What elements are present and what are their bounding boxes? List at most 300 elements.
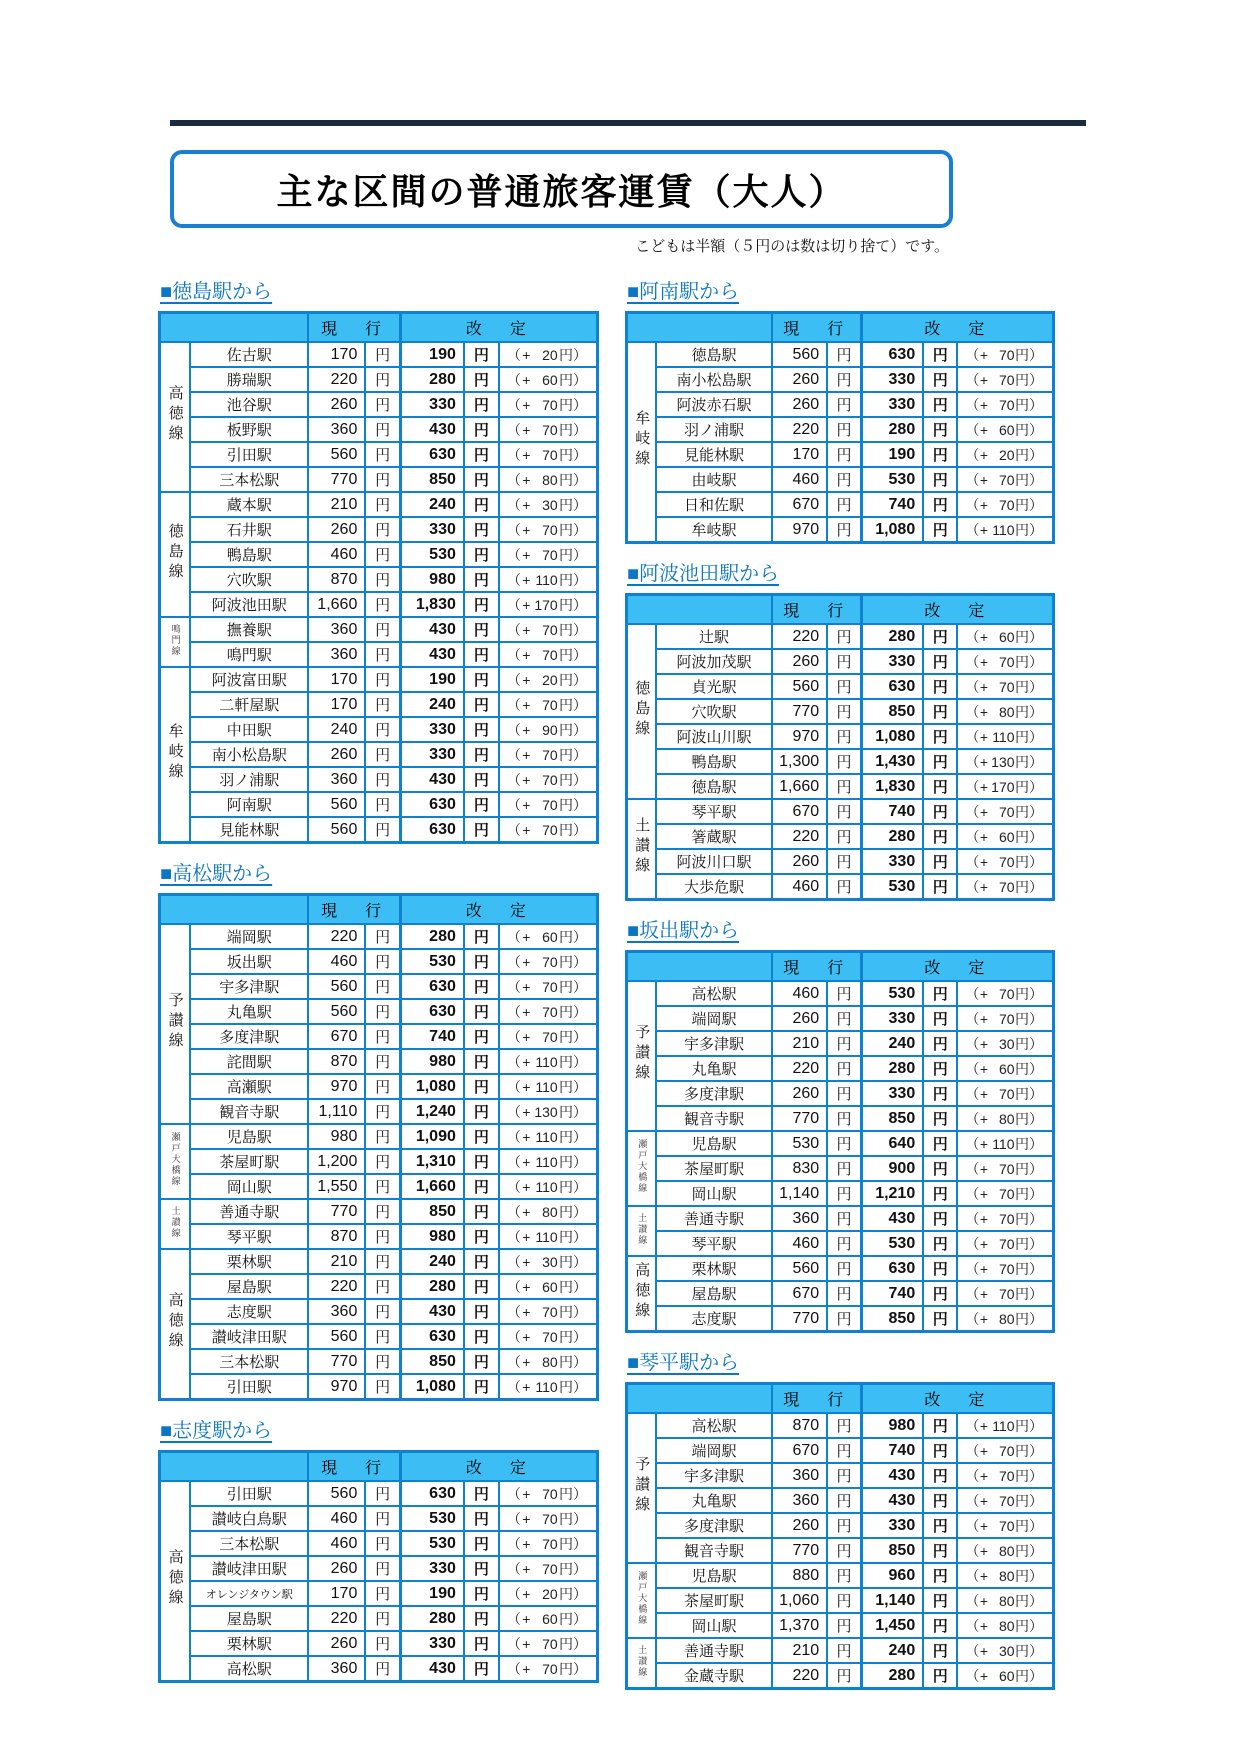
- station-cell: 辻駅: [656, 624, 771, 649]
- current-fare-unit: 円: [827, 417, 861, 442]
- fare-increase: [958, 1616, 1052, 1636]
- table-head: [160, 1452, 598, 1482]
- fare-row: [160, 1374, 598, 1400]
- increase-close-paren: 円）: [558, 1203, 587, 1220]
- fare-increase-cell: [957, 1306, 1053, 1332]
- revised-fare-value: 280: [861, 1663, 923, 1689]
- revised-fare-value: 240: [400, 692, 464, 717]
- increase-open-paren: （: [965, 778, 980, 795]
- current-fare-unit: 円: [827, 442, 861, 467]
- current-fare-value: 460: [308, 542, 365, 567]
- revised-fare-value: 430: [861, 1488, 923, 1513]
- increase-close-paren: 円）: [1014, 1310, 1043, 1327]
- fare-increase-cell: [957, 1663, 1053, 1689]
- increase-close-paren: 円）: [558, 1103, 587, 1120]
- fare-row: [627, 774, 1054, 799]
- increase-open-paren: （: [506, 421, 521, 438]
- increase-open-paren: （: [506, 471, 521, 488]
- increase-close-paren: 円）: [1014, 1467, 1043, 1484]
- header-row: [627, 313, 1054, 343]
- fare-row: [160, 342, 598, 367]
- fare-increase-cell: [499, 1299, 598, 1324]
- revised-fare-unit: 円: [923, 1106, 957, 1131]
- revised-fare-value: 530: [861, 874, 923, 900]
- increase-plus-sign: +: [522, 1178, 531, 1195]
- line-group: [160, 1124, 598, 1199]
- line-group: [160, 1481, 598, 1682]
- header-current: 現 行: [308, 313, 400, 343]
- increase-open-paren: （: [506, 1303, 521, 1320]
- revised-fare-unit: 円: [464, 567, 499, 592]
- station-cell: 池谷駅: [190, 392, 308, 417]
- current-fare-unit: 円: [365, 949, 400, 974]
- fare-row: [627, 1563, 1054, 1588]
- increase-close-paren: 円）: [558, 571, 587, 588]
- revised-fare-value: 430: [861, 1206, 923, 1231]
- increase-close-paren: 円）: [1014, 1542, 1043, 1559]
- revised-fare-value: 980: [400, 1049, 464, 1074]
- increase-value: 90: [542, 721, 558, 738]
- increase-plus-sign: +: [522, 1560, 531, 1577]
- increase-plus-sign: +: [979, 1010, 989, 1027]
- fare-row: [160, 999, 598, 1024]
- fare-increase: [500, 370, 596, 390]
- station-cell: 多度津駅: [656, 1513, 771, 1538]
- increase-open-paren: （: [506, 1560, 521, 1577]
- increase-open-paren: （: [965, 371, 980, 388]
- fare-increase-cell: [957, 874, 1053, 900]
- fare-increase: [500, 1659, 596, 1679]
- current-fare-unit: 円: [827, 1613, 861, 1638]
- increase-plus-sign: +: [979, 1235, 989, 1252]
- current-fare-unit: 円: [365, 1631, 400, 1656]
- increase-value: 70: [542, 1510, 558, 1527]
- current-fare-value: 460: [308, 949, 365, 974]
- fare-row: [160, 1631, 598, 1656]
- current-fare-value: 460: [772, 874, 828, 900]
- line-name-cell: [627, 981, 657, 1131]
- current-fare-value: 560: [308, 817, 365, 843]
- fare-increase-cell: [499, 567, 598, 592]
- current-fare-value: 260: [772, 1081, 828, 1106]
- revised-fare-value: 530: [400, 949, 464, 974]
- fare-row: [160, 1656, 598, 1682]
- fare-increase-cell: [499, 617, 598, 642]
- revised-fare-unit: 円: [923, 849, 957, 874]
- station-cell: 栗林駅: [190, 1631, 308, 1656]
- station-cell: 佐古駅: [190, 342, 308, 367]
- station-cell: 高瀬駅: [190, 1074, 308, 1099]
- header-current: 現 行: [308, 895, 400, 925]
- increase-value: 30: [542, 1253, 558, 1270]
- increase-close-paren: 円）: [558, 521, 587, 538]
- station-cell: 南小松島駅: [656, 367, 771, 392]
- fare-increase: [958, 852, 1052, 872]
- increase-value: 110: [535, 1178, 558, 1195]
- fare-row: [627, 1513, 1054, 1538]
- fare-increase: [958, 627, 1052, 647]
- fare-row: [160, 417, 598, 442]
- revised-fare-unit: 円: [923, 1131, 957, 1156]
- increase-open-paren: （: [506, 821, 521, 838]
- station-cell: 阿波川口駅: [656, 849, 771, 874]
- current-fare-value: 360: [308, 617, 365, 642]
- current-fare-unit: 円: [365, 817, 400, 843]
- fare-increase: [500, 1277, 596, 1297]
- increase-close-paren: 円）: [558, 1253, 587, 1270]
- revised-fare-unit: 円: [464, 1506, 499, 1531]
- fare-increase: [958, 1591, 1052, 1611]
- increase-value: 70: [998, 371, 1015, 388]
- revised-fare-unit: 円: [923, 392, 957, 417]
- fare-increase: [500, 1052, 596, 1072]
- fare-row: [627, 1256, 1054, 1281]
- increase-plus-sign: +: [979, 1542, 989, 1559]
- title-box: [170, 150, 953, 228]
- fare-increase: [500, 1534, 596, 1554]
- increase-close-paren: 円）: [558, 1635, 587, 1652]
- fare-row: [160, 742, 598, 767]
- revised-fare-unit: 円: [923, 874, 957, 900]
- current-fare-value: 1,550: [308, 1174, 365, 1199]
- increase-open-paren: （: [965, 1592, 980, 1609]
- fare-row: [160, 617, 598, 642]
- increase-close-paren: 円）: [1014, 471, 1043, 488]
- fare-increase: [500, 1177, 596, 1197]
- increase-plus-sign: +: [979, 703, 989, 720]
- revised-fare-unit: 円: [464, 1531, 499, 1556]
- station-cell: 見能林駅: [190, 817, 308, 843]
- station-cell: 穴吹駅: [656, 699, 771, 724]
- current-fare-value: 220: [308, 1606, 365, 1631]
- increase-close-paren: 円）: [558, 346, 587, 363]
- increase-value: 80: [998, 1542, 1015, 1559]
- current-fare-unit: 円: [827, 1231, 861, 1256]
- station-cell: 端岡駅: [656, 1438, 771, 1463]
- increase-close-paren: 円）: [1014, 1417, 1043, 1434]
- station-cell: 坂出駅: [190, 949, 308, 974]
- fare-increase: [958, 370, 1052, 390]
- revised-fare-value: 330: [861, 1006, 923, 1031]
- fare-row: [627, 674, 1054, 699]
- increase-plus-sign: +: [522, 1128, 531, 1145]
- current-fare-unit: 円: [827, 1106, 861, 1131]
- current-fare-unit: 円: [827, 1131, 861, 1156]
- fare-increase-cell: [499, 1249, 598, 1274]
- line-name-label: 土讃線: [633, 817, 651, 877]
- revised-fare-value: 1,080: [861, 724, 923, 749]
- current-fare-unit: 円: [365, 392, 400, 417]
- fare-increase: [958, 1059, 1052, 1079]
- station-cell: 日和佐駅: [656, 492, 771, 517]
- fare-increase-cell: [957, 699, 1053, 724]
- increase-open-paren: （: [506, 496, 521, 513]
- increase-close-paren: 円）: [1014, 985, 1043, 1002]
- line-name-label: 高徳線: [633, 1261, 651, 1322]
- current-fare-unit: 円: [365, 1556, 400, 1581]
- increase-close-paren: 円）: [558, 1353, 587, 1370]
- increase-value: 70: [542, 771, 558, 788]
- revised-fare-unit: 円: [464, 1481, 499, 1506]
- fare-increase-cell: [499, 999, 598, 1024]
- current-fare-unit: 円: [365, 974, 400, 999]
- increase-plus-sign: +: [979, 1135, 989, 1152]
- fare-row: [627, 1081, 1054, 1106]
- fare-row: [627, 392, 1054, 417]
- fare-row: [160, 924, 598, 949]
- increase-plus-sign: +: [522, 1585, 531, 1602]
- increase-open-paren: （: [506, 1635, 521, 1652]
- station-cell: 岡山駅: [190, 1174, 308, 1199]
- current-fare-unit: 円: [365, 717, 400, 742]
- line-group: [627, 799, 1054, 900]
- fare-increase-cell: [499, 392, 598, 417]
- fare-row: [160, 1149, 598, 1174]
- fare-row: [160, 1174, 598, 1199]
- fare-row: [627, 367, 1054, 392]
- increase-close-paren: 円）: [1014, 496, 1043, 513]
- fare-increase: [500, 545, 596, 565]
- revised-fare-unit: 円: [464, 717, 499, 742]
- current-fare-value: 880: [772, 1563, 828, 1588]
- increase-close-paren: 円）: [1014, 1442, 1043, 1459]
- increase-open-paren: （: [965, 828, 980, 845]
- increase-plus-sign: +: [522, 1028, 531, 1045]
- station-cell: 高松駅: [656, 1413, 771, 1438]
- header-current: 現 行: [308, 1452, 400, 1482]
- revised-fare-unit: 円: [923, 1413, 957, 1438]
- increase-close-paren: 円）: [558, 1153, 587, 1170]
- increase-plus-sign: +: [522, 1510, 531, 1527]
- revised-fare-value: 330: [400, 392, 464, 417]
- increase-close-paren: 円）: [1014, 878, 1043, 895]
- line-name-label: 予讃線: [166, 992, 184, 1052]
- fare-increase-cell: [957, 1488, 1053, 1513]
- current-fare-value: 170: [308, 692, 365, 717]
- station-cell: 鳴門駅: [190, 642, 308, 667]
- increase-close-paren: 円）: [1014, 1517, 1043, 1534]
- current-fare-unit: 円: [827, 1281, 861, 1306]
- fare-increase-cell: [957, 1538, 1053, 1563]
- increase-value: 70: [998, 1467, 1015, 1484]
- header-blank: [160, 313, 309, 343]
- current-fare-value: 260: [772, 849, 828, 874]
- station-cell: 丸亀駅: [656, 1056, 771, 1081]
- fare-row: [627, 749, 1054, 774]
- current-fare-unit: 円: [365, 342, 400, 367]
- increase-close-paren: 円）: [558, 1378, 587, 1395]
- station-cell: 屋島駅: [190, 1606, 308, 1631]
- increase-open-paren: （: [506, 696, 521, 713]
- current-fare-unit: 円: [827, 1638, 861, 1663]
- fare-row: [160, 1299, 598, 1324]
- current-fare-value: 260: [308, 1631, 365, 1656]
- line-name-cell: [160, 924, 191, 1124]
- station-cell: 阿波富田駅: [190, 667, 308, 692]
- fare-increase: [500, 570, 596, 590]
- fare-increase-cell: [499, 792, 598, 817]
- current-fare-unit: 円: [827, 1256, 861, 1281]
- increase-close-paren: 円）: [1014, 1110, 1043, 1127]
- increase-close-paren: 円）: [558, 1228, 587, 1245]
- fare-increase-cell: [499, 1274, 598, 1299]
- current-fare-unit: 円: [827, 699, 861, 724]
- current-fare-unit: 円: [365, 767, 400, 792]
- header-blank: [627, 952, 772, 982]
- revised-fare-unit: 円: [923, 1488, 957, 1513]
- increase-value: 110: [535, 1053, 558, 1070]
- increase-value: 60: [998, 1060, 1015, 1077]
- increase-value: 110: [992, 1417, 1015, 1434]
- fare-increase: [958, 1666, 1052, 1686]
- line-name-cell: [627, 1206, 657, 1256]
- increase-open-paren: （: [506, 1003, 521, 1020]
- revised-fare-value: 740: [861, 492, 923, 517]
- increase-close-paren: 円）: [1014, 1567, 1043, 1584]
- increase-value: 70: [998, 396, 1015, 413]
- fare-row: [627, 1438, 1054, 1463]
- increase-value: 80: [998, 1310, 1015, 1327]
- revised-fare-unit: 円: [923, 1463, 957, 1488]
- fare-increase-cell: [499, 367, 598, 392]
- increase-open-paren: （: [506, 928, 521, 945]
- increase-open-paren: （: [506, 521, 521, 538]
- current-fare-unit: 円: [827, 517, 861, 543]
- section-takamatsu: [158, 844, 599, 1401]
- revised-fare-unit: 円: [923, 367, 957, 392]
- fare-row: [160, 542, 598, 567]
- fare-row: [160, 1224, 598, 1249]
- current-fare-unit: 円: [365, 1606, 400, 1631]
- section-heading: ■琴平駅から: [627, 1352, 740, 1374]
- current-fare-value: 770: [772, 1106, 828, 1131]
- increase-plus-sign: +: [522, 471, 531, 488]
- current-fare-unit: 円: [365, 1506, 400, 1531]
- fare-increase-cell: [957, 749, 1053, 774]
- increase-open-paren: （: [965, 753, 980, 770]
- increase-close-paren: 円）: [558, 1660, 587, 1677]
- fare-table-kotohira: [625, 1382, 1055, 1690]
- increase-plus-sign: +: [979, 878, 989, 895]
- line-group: [627, 342, 1054, 543]
- increase-open-paren: （: [965, 1085, 980, 1102]
- current-fare-unit: 円: [827, 1588, 861, 1613]
- current-fare-value: 560: [772, 674, 828, 699]
- fare-increase: [500, 1484, 596, 1504]
- revised-fare-unit: 円: [464, 1374, 499, 1400]
- increase-open-paren: （: [506, 1610, 521, 1627]
- fare-increase-cell: [957, 624, 1053, 649]
- increase-plus-sign: +: [979, 1285, 989, 1302]
- revised-fare-unit: 円: [464, 817, 499, 843]
- increase-close-paren: 円）: [558, 1510, 587, 1527]
- section-shido: [158, 1401, 599, 1683]
- fare-increase: [500, 670, 596, 690]
- station-cell: 讃岐白鳥駅: [190, 1506, 308, 1531]
- current-fare-unit: 円: [827, 849, 861, 874]
- revised-fare-unit: 円: [464, 767, 499, 792]
- increase-plus-sign: +: [979, 496, 989, 513]
- fare-row: [160, 1481, 598, 1506]
- increase-value: 70: [542, 646, 558, 663]
- fare-increase-cell: [957, 417, 1053, 442]
- current-fare-value: 770: [308, 1199, 365, 1224]
- station-cell: 見能林駅: [656, 442, 771, 467]
- increase-value: 80: [998, 1110, 1015, 1127]
- increase-plus-sign: +: [522, 1203, 531, 1220]
- station-cell: 勝瑞駅: [190, 367, 308, 392]
- fare-increase: [500, 470, 596, 490]
- revised-fare-unit: 円: [464, 617, 499, 642]
- increase-close-paren: 円）: [558, 796, 587, 813]
- fare-increase: [500, 1152, 596, 1172]
- increase-value: 80: [998, 703, 1015, 720]
- increase-close-paren: 円）: [1014, 396, 1043, 413]
- revised-fare-value: 280: [861, 417, 923, 442]
- increase-close-paren: 円）: [558, 1560, 587, 1577]
- current-fare-unit: 円: [827, 649, 861, 674]
- station-cell: 志度駅: [656, 1306, 771, 1332]
- increase-open-paren: （: [965, 1110, 980, 1127]
- fare-row: [627, 1663, 1054, 1689]
- station-cell: 高松駅: [656, 981, 771, 1006]
- fare-increase-cell: [499, 1324, 598, 1349]
- station-cell: 羽ノ浦駅: [656, 417, 771, 442]
- fare-increase: [958, 752, 1052, 772]
- increase-close-paren: 円）: [558, 721, 587, 738]
- current-fare-unit: 円: [365, 1374, 400, 1400]
- fare-increase: [500, 770, 596, 790]
- increase-plus-sign: +: [979, 446, 989, 463]
- increase-close-paren: 円）: [1014, 1285, 1043, 1302]
- increase-close-paren: 円）: [558, 1003, 587, 1020]
- station-cell: 多度津駅: [190, 1024, 308, 1049]
- increase-value: 30: [542, 496, 558, 513]
- increase-value: 70: [542, 978, 558, 995]
- current-fare-value: 460: [308, 1531, 365, 1556]
- fare-increase: [958, 677, 1052, 697]
- current-fare-value: 360: [308, 417, 365, 442]
- fare-increase-cell: [957, 1031, 1053, 1056]
- current-fare-value: 770: [308, 467, 365, 492]
- increase-plus-sign: +: [979, 346, 989, 363]
- fare-row: [160, 1531, 598, 1556]
- increase-value: 70: [542, 953, 558, 970]
- fare-increase: [500, 1227, 596, 1247]
- revised-fare-value: 330: [400, 1631, 464, 1656]
- increase-plus-sign: +: [522, 1353, 531, 1370]
- fare-increase-cell: [957, 1206, 1053, 1231]
- section-heading: ■徳島駅から: [160, 281, 273, 303]
- current-fare-unit: 円: [827, 1438, 861, 1463]
- revised-fare-value: 330: [400, 717, 464, 742]
- fare-increase: [500, 1027, 596, 1047]
- increase-plus-sign: +: [522, 1610, 531, 1627]
- increase-open-paren: （: [965, 396, 980, 413]
- station-cell: 栗林駅: [656, 1256, 771, 1281]
- increase-open-paren: （: [506, 746, 521, 763]
- current-fare-unit: 円: [365, 1531, 400, 1556]
- increase-plus-sign: +: [979, 1592, 989, 1609]
- increase-value: 70: [542, 696, 558, 713]
- increase-plus-sign: +: [522, 421, 531, 438]
- fare-increase-cell: [499, 1224, 598, 1249]
- increase-plus-sign: +: [979, 1417, 989, 1434]
- fare-increase-cell: [499, 467, 598, 492]
- increase-value: 70: [998, 496, 1015, 513]
- increase-plus-sign: +: [522, 771, 531, 788]
- revised-fare-value: 980: [400, 1224, 464, 1249]
